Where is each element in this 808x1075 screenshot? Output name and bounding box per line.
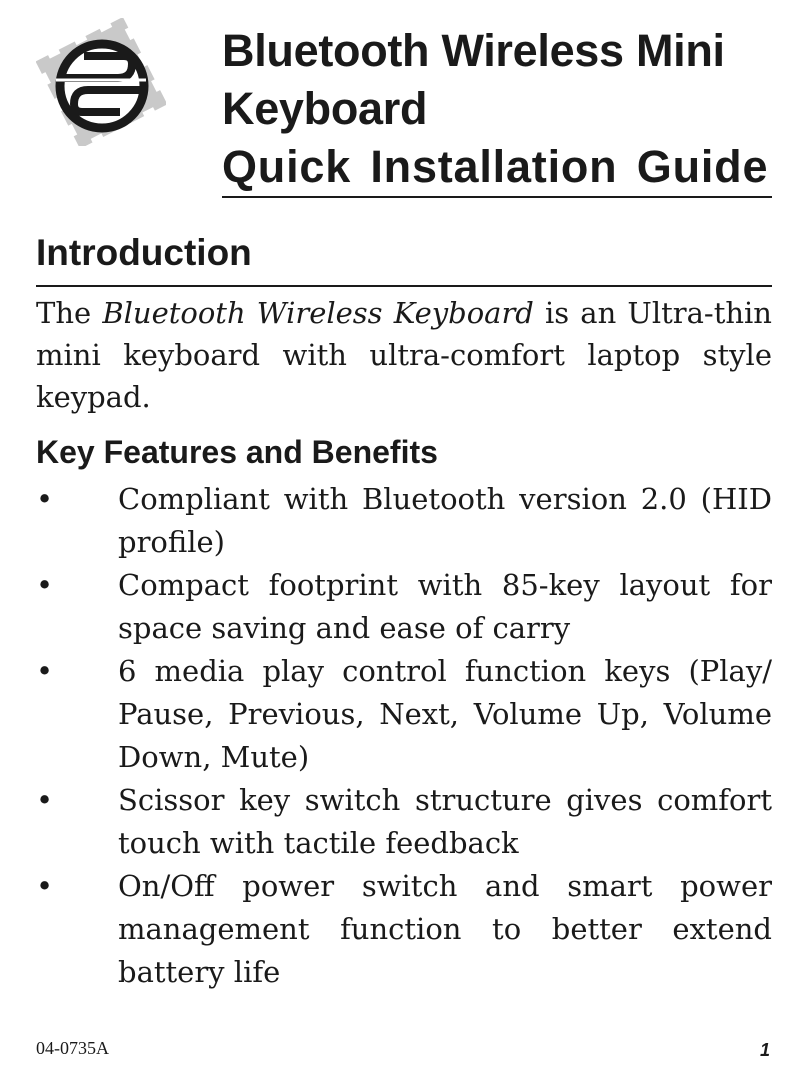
title-line-2: Keyboard <box>222 83 428 134</box>
bullet-icon: • <box>36 783 54 817</box>
list-item <box>36 478 772 564</box>
bullet-icon: • <box>36 654 54 688</box>
introduction-divider <box>36 285 772 287</box>
introduction-heading: Introduction <box>36 232 252 273</box>
feature-text: Compliant with Bluetooth version 2.0 (HID profile) <box>118 482 772 559</box>
company-logo-icon <box>36 18 166 146</box>
title-line-1: Bluetooth Wireless Mini <box>222 25 725 76</box>
product-name: Bluetooth Wireless Keyboard <box>102 296 534 330</box>
bullet-icon: • <box>36 568 54 602</box>
intro-text-after: is an Ultra-thin mini keyboard with ultra-comfort laptop style keypad. <box>36 296 772 414</box>
list-item <box>36 564 772 650</box>
title-line-3: Quick Installation Guide <box>222 141 769 192</box>
introduction-paragraph <box>36 292 772 418</box>
bullet-icon: • <box>36 869 54 903</box>
intro-text-before: The <box>36 296 103 330</box>
feature-text: Compact footprint with 85-key layout for space saving and ease of carry <box>118 568 772 645</box>
feature-text: On/Off power switch and smart power management function to better extend battery life <box>118 869 772 989</box>
features-heading: Key Features and Benefits <box>36 434 438 470</box>
feature-text: 6 media play control function keys (Play/ Pause, Previous, Next, Volume Up, Volume Down, Mute) <box>118 654 772 774</box>
page-number: 1 <box>759 1040 770 1060</box>
features-list <box>36 478 772 994</box>
bullet-icon: • <box>36 482 54 516</box>
list-item <box>36 865 772 994</box>
title-divider <box>222 196 772 198</box>
list-item <box>36 779 772 865</box>
list-item <box>36 650 772 779</box>
document-code: 04-0735A <box>36 1038 109 1058</box>
feature-text: Scissor key switch structure gives comfort touch with tactile feedback <box>118 783 772 860</box>
document-title <box>222 22 782 196</box>
